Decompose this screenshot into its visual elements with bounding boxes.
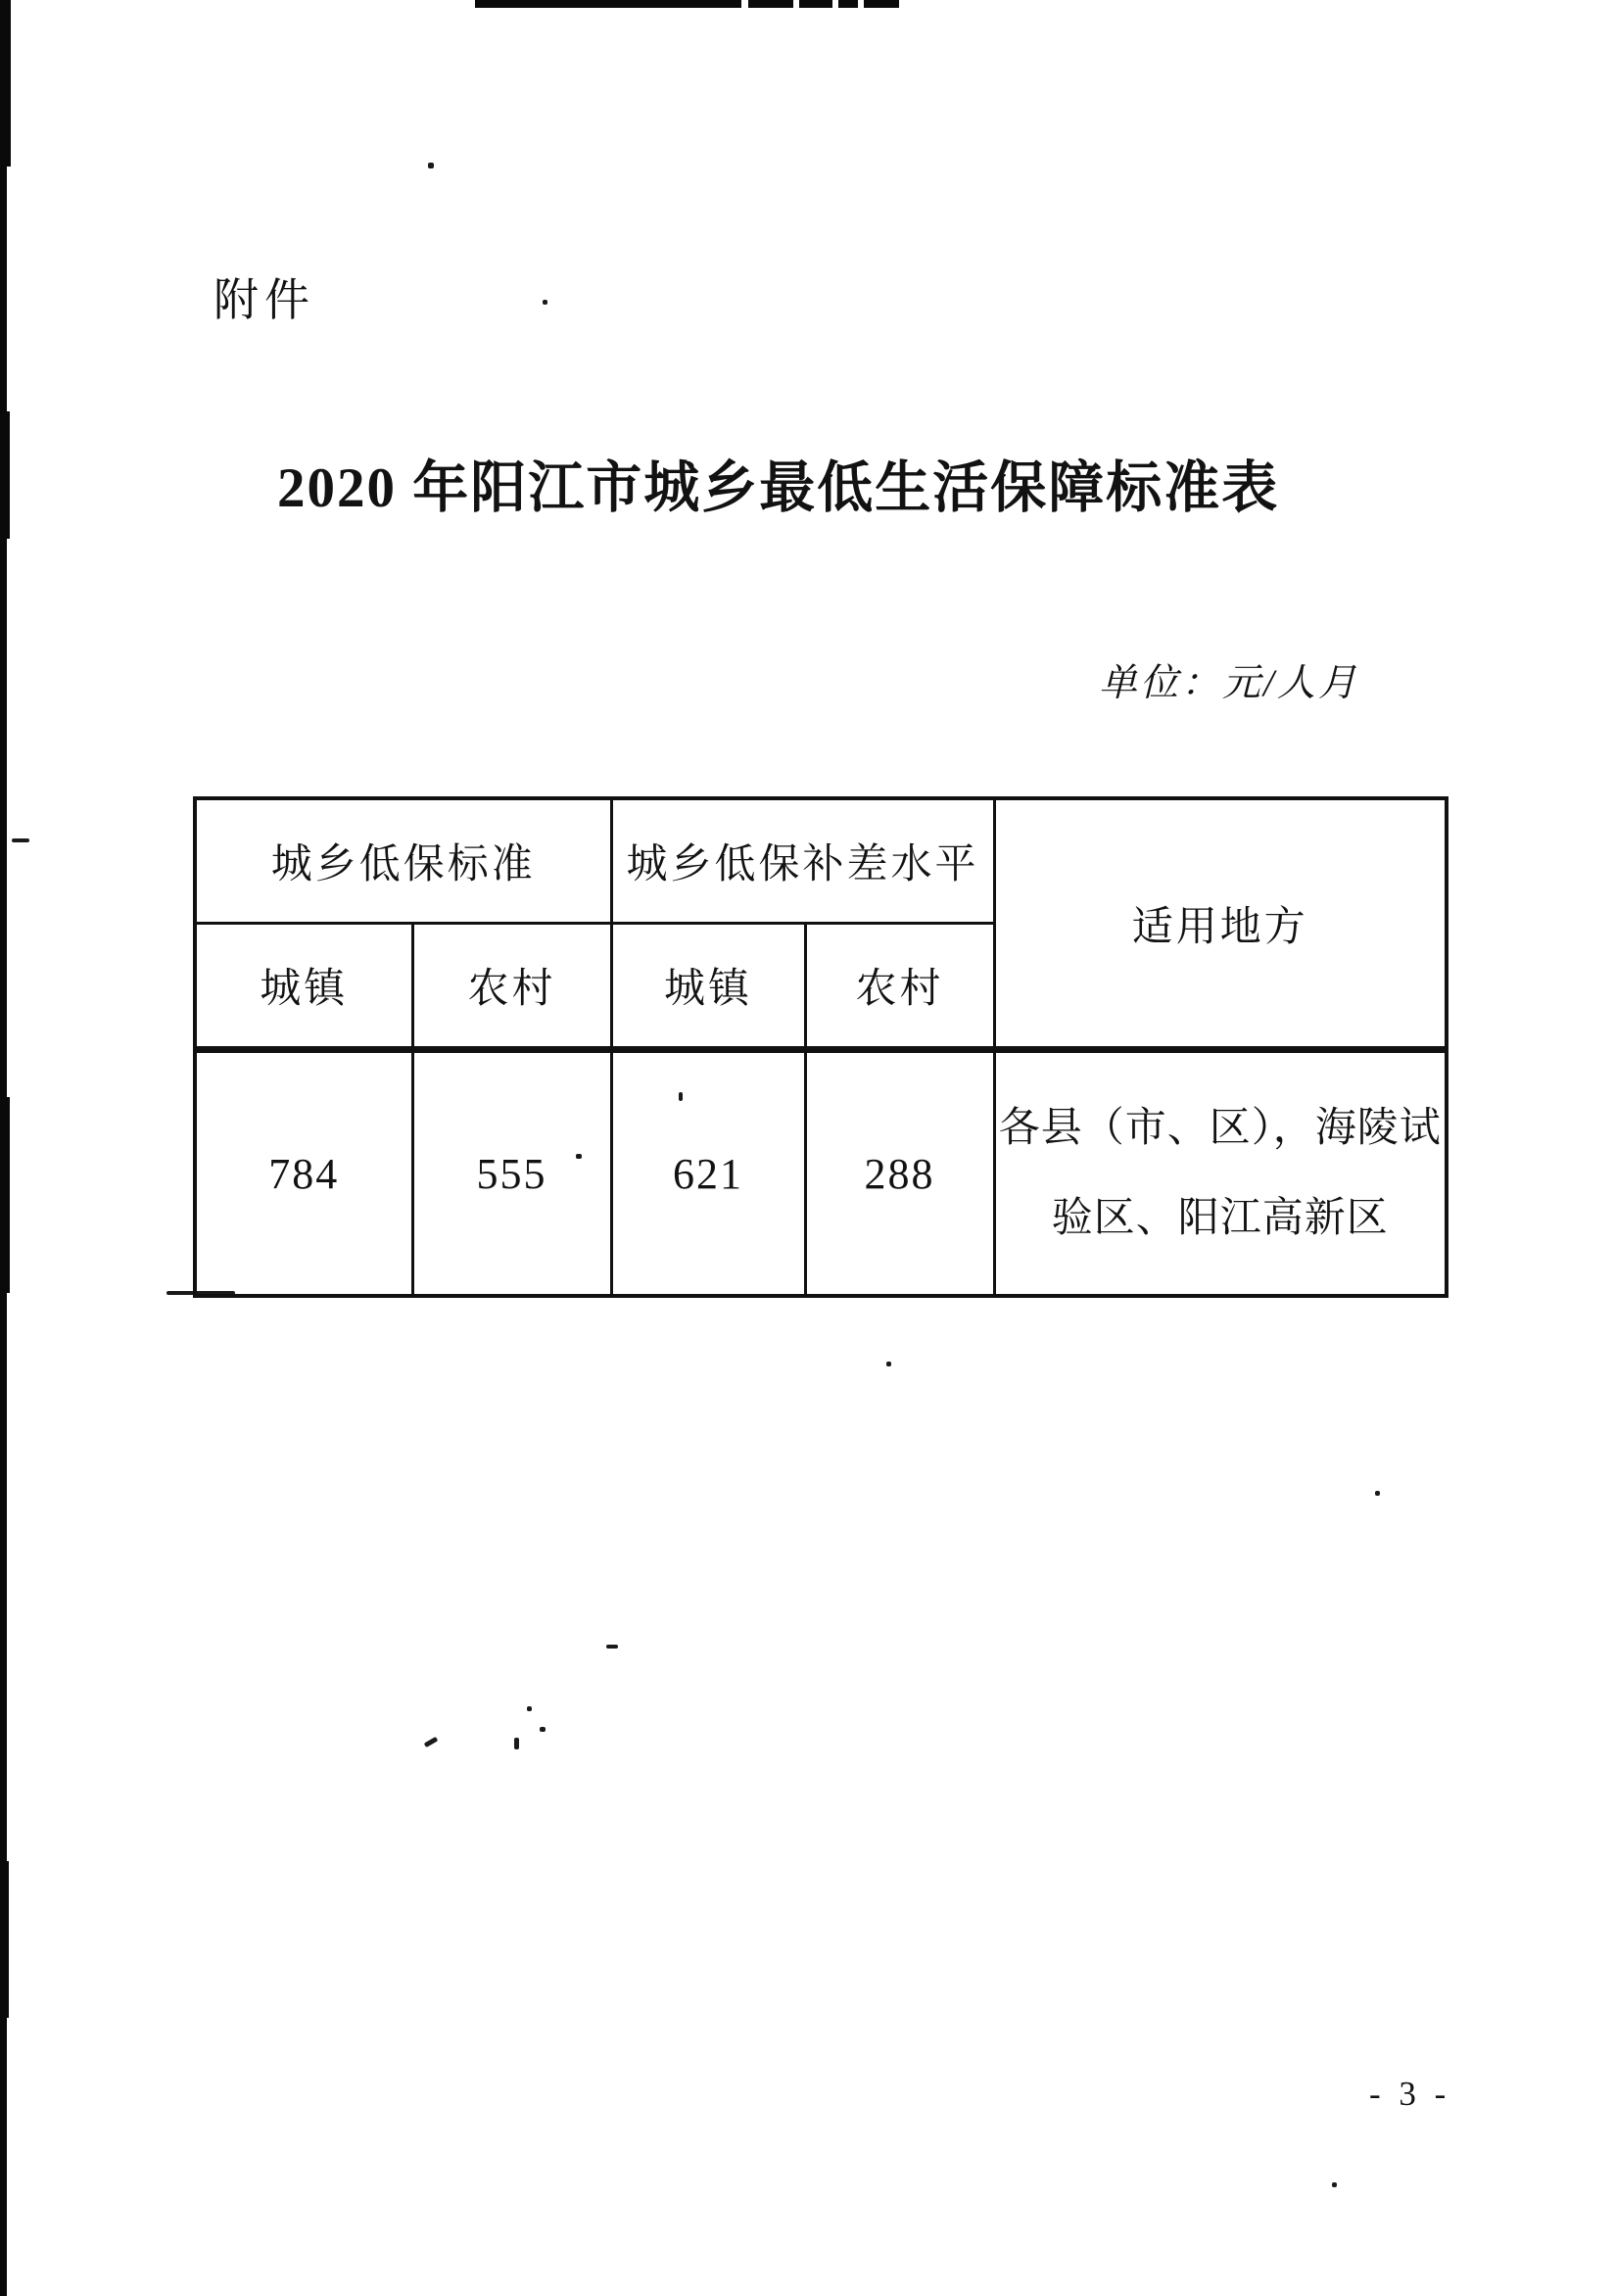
- page-title: 2020 年阳江市城乡最低生活保障标准表: [277, 457, 1280, 519]
- scan-speck: [1332, 2182, 1337, 2187]
- scan-edge-bump: [0, 411, 10, 539]
- standards-table: [193, 796, 1448, 1298]
- scan-edge-top: [864, 0, 899, 8]
- scan-edge-top: [799, 0, 832, 8]
- value-rural-subsidy: 288: [805, 1050, 994, 1297]
- scan-speck: [543, 300, 547, 305]
- scan-edge-bump: [0, 0, 11, 167]
- subheader-urban-standard: 城镇: [195, 924, 412, 1050]
- scan-edge-bump: [0, 1861, 9, 2018]
- subheader-rural-subsidy: 农村: [805, 924, 994, 1050]
- scan-speck: [540, 1727, 546, 1732]
- scan-edge-top: [475, 0, 741, 8]
- scan-speck: [514, 1738, 519, 1749]
- subheader-rural-standard: 农村: [412, 924, 611, 1050]
- applicable-region-value: 各县（市、区），海陵试验区、阳江高新区: [994, 1050, 1447, 1297]
- value-urban-subsidy: 621: [611, 1050, 805, 1297]
- value-rural-standard: 555: [412, 1050, 611, 1297]
- standards-table-container: [193, 796, 1448, 1298]
- scan-speck: [12, 838, 29, 842]
- subheader-urban-subsidy: 城镇: [611, 924, 805, 1050]
- attachment-label: 附件: [214, 275, 315, 325]
- page-number: - 3 -: [1369, 2075, 1451, 2113]
- table-row: [195, 1050, 1447, 1297]
- scan-speck: [606, 1645, 618, 1649]
- scan-edge-bump: [0, 1097, 10, 1293]
- scan-edge-top: [748, 0, 793, 8]
- scan-speck: [1375, 1491, 1380, 1496]
- scan-speck: [424, 1737, 439, 1747]
- scan-speck: [527, 1706, 532, 1711]
- scan-speck: [428, 163, 434, 168]
- scan-speck: [886, 1362, 891, 1366]
- unit-note: 单位：元/人月: [1099, 662, 1359, 704]
- table-header-group-row: [195, 798, 1447, 924]
- header-group-standard: 城乡低保标准: [195, 798, 611, 924]
- value-urban-standard: 784: [195, 1050, 412, 1297]
- scan-edge-top: [838, 0, 858, 8]
- header-group-subsidy: 城乡低保补差水平: [611, 798, 994, 924]
- header-applicable-region: 适用地方: [994, 798, 1447, 1050]
